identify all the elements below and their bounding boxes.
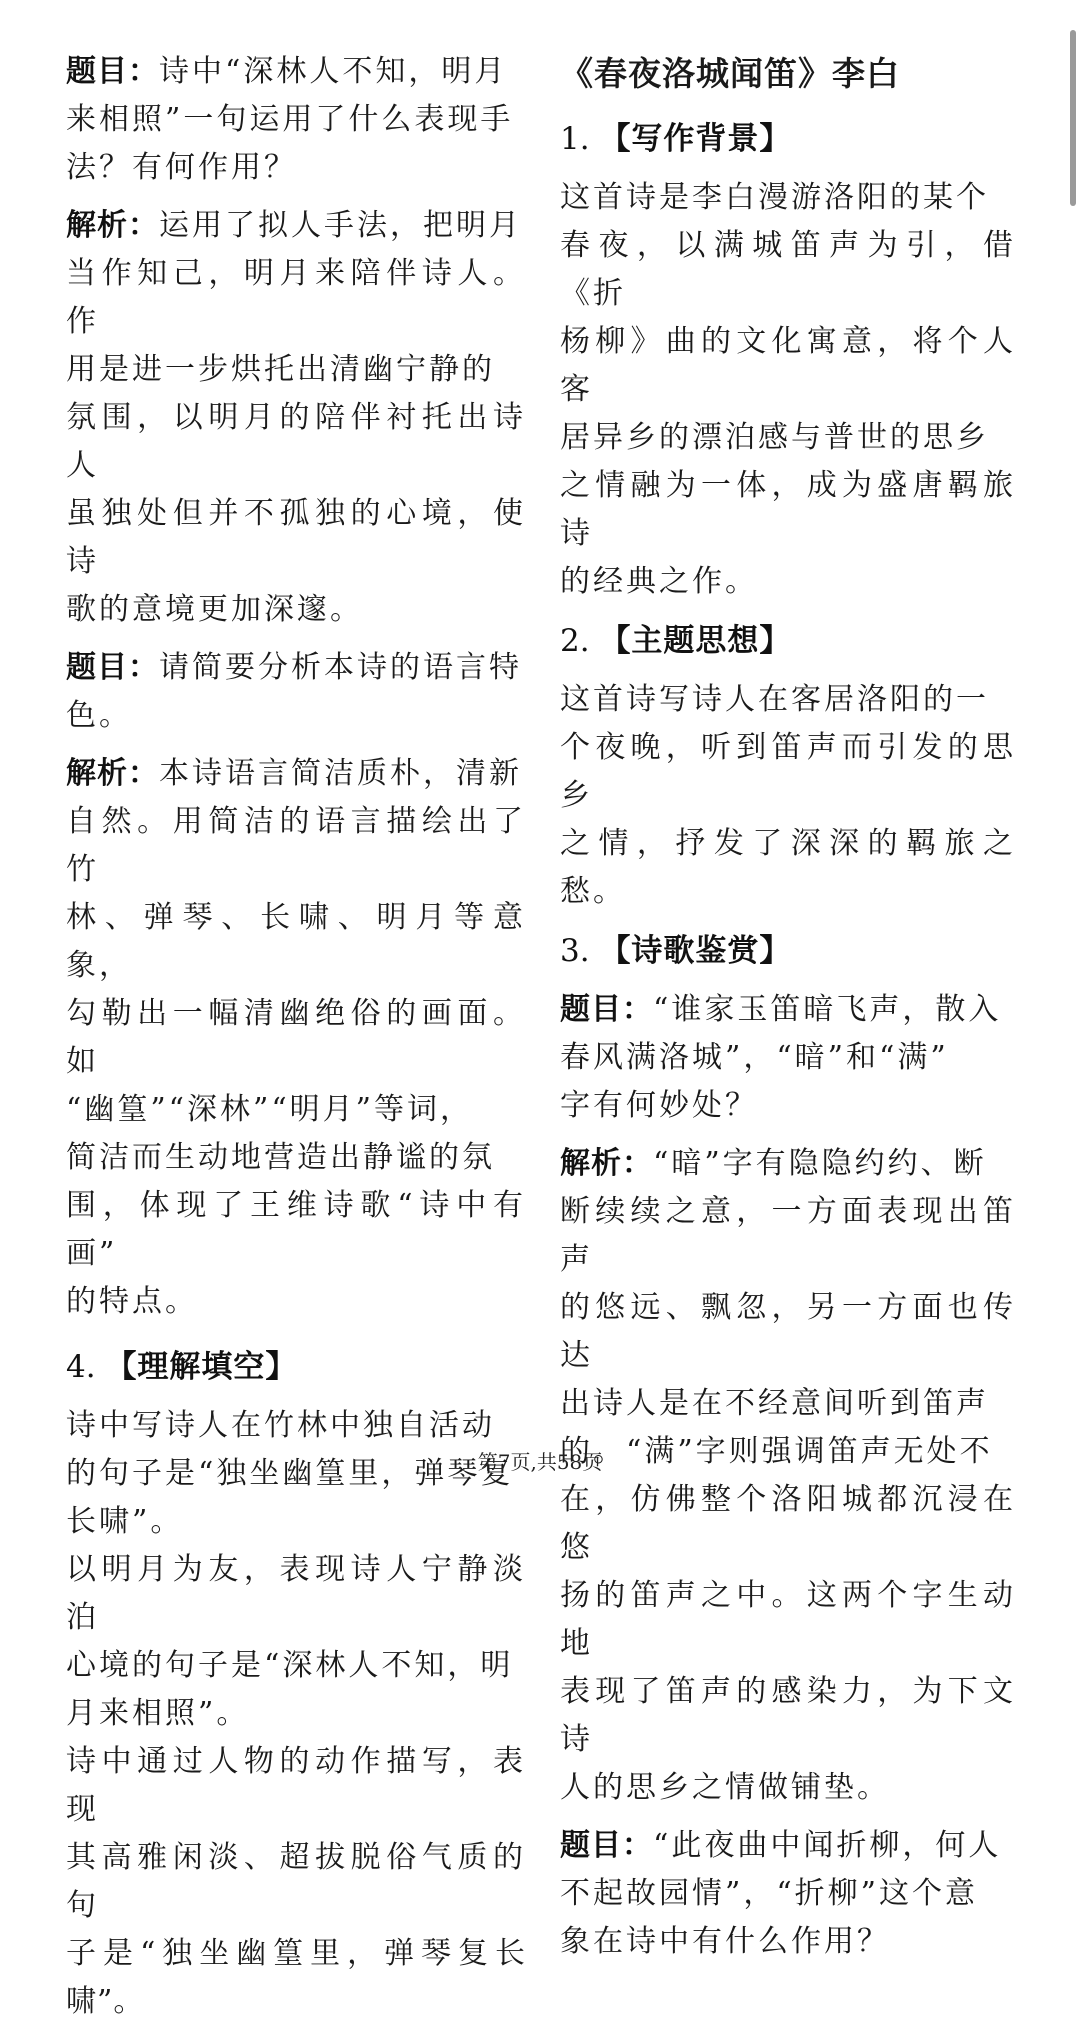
- analysis-label: 解析：: [66, 756, 159, 791]
- analysis-label: 解析：: [560, 1146, 653, 1181]
- text-line: 来相照”一句运用了什么表现手: [66, 102, 514, 137]
- section-number: 3.: [560, 933, 600, 969]
- text-line: 的经典之作。: [560, 564, 758, 599]
- text-line: 人的思乡之情做铺垫。: [560, 1770, 890, 1805]
- text-line: 诗中通过人物的动作描写，表现: [66, 1744, 526, 1827]
- text-line: 心境的句子是“深林人不知，明: [66, 1648, 514, 1683]
- page-number: 第7页,共58页: [477, 1450, 603, 1474]
- text-line: 当作知己，明月来陪伴诗人。作: [66, 256, 526, 339]
- text-line: 的。“满”字则强调笛声无处不: [560, 1434, 993, 1469]
- text-line: 色。: [66, 698, 132, 733]
- text-line: 杨柳》曲的文化寓意，将个人客: [560, 324, 1016, 407]
- text-line: 围，体现了王维诗歌“诗中有画”: [66, 1188, 526, 1271]
- text-line: 长啸”。: [66, 1504, 184, 1539]
- section-number: 4.: [66, 1349, 106, 1385]
- question-1: [66, 48, 526, 192]
- text-line: “暗”字有隐隐约约、断: [653, 1146, 987, 1181]
- text-line: 居异乡的漂泊感与普世的思乡: [560, 420, 989, 455]
- section-heading-background: [560, 114, 1016, 164]
- question-label: 题目：: [66, 54, 159, 89]
- section-title: 【诗歌鉴赏】: [599, 933, 792, 969]
- text-line: 虽独处但并不孤独的心境，使诗: [66, 496, 526, 579]
- text-line: 用是进一步烘托出清幽宁静的: [66, 352, 495, 387]
- question-4: [560, 1822, 1016, 1966]
- text-line: 其高雅闲淡、超拔脱俗气质的句: [66, 1840, 526, 1923]
- text-line: 的悠远、飘忽，另一方面也传达: [560, 1290, 1016, 1373]
- text-line: 以明月为友，表现诗人宁静淡泊: [66, 1552, 526, 1635]
- analysis-1: [66, 202, 526, 634]
- background-paragraph: [560, 174, 1016, 606]
- text-line: 月来相照”。: [66, 1696, 250, 1731]
- section-title: 【写作背景】: [599, 121, 792, 157]
- text-line: 林、弹琴、长啸、明月等意象，: [66, 900, 526, 983]
- section-heading-theme: [560, 616, 1016, 666]
- text-line: “此夜曲中闻折柳，何人: [653, 1828, 1002, 1863]
- text-line: 诗中“深林人不知，明月: [159, 54, 508, 89]
- section-title: 【理解填空】: [105, 1349, 298, 1385]
- scrollbar[interactable]: [1070, 30, 1076, 206]
- text-line: 这首诗写诗人在客居洛阳的一: [560, 682, 989, 717]
- question-label: 题目：: [66, 650, 159, 685]
- fill-in-paragraph-3: [66, 1738, 526, 2026]
- question-2: [66, 644, 526, 740]
- text-line: “幽篁”“深林”“明月”等词，: [66, 1092, 474, 1127]
- poem-title: 《春夜洛城闻笛》李白: [560, 54, 900, 93]
- text-line: 简洁而生动地营造出静谧的氛: [66, 1140, 495, 1175]
- text-line: 不起故园情”，“折柳”这个意: [560, 1876, 979, 1911]
- section-heading-appreciation: [560, 926, 1016, 976]
- section-title: 【主题思想】: [599, 623, 792, 659]
- section-heading-fill-in: [66, 1342, 526, 1392]
- text-line: “谁家玉笛暗飞声，散入: [653, 992, 1002, 1027]
- text-line: 这首诗是李白漫游洛阳的某个: [560, 180, 989, 215]
- text-line: 字有何妙处？: [560, 1088, 758, 1123]
- text-line: 出诗人是在不经意间听到笛声: [560, 1386, 989, 1421]
- text-line: 运用了拟人手法，把明月: [159, 208, 522, 243]
- right-column: [560, 48, 1016, 1966]
- text-line: 春夜，以满城笛声为引，借《折: [560, 228, 1016, 311]
- text-line: 断续续之意，一方面表现出笛声: [560, 1194, 1016, 1277]
- section-number: 2.: [560, 623, 600, 659]
- theme-paragraph: [560, 676, 1016, 916]
- question-label: 题目：: [560, 1828, 653, 1863]
- text-line: 在，仿佛整个洛阳城都沉浸在悠: [560, 1482, 1016, 1565]
- text-line: 的句子是“独坐幽篁里，弹琴复: [66, 1456, 514, 1491]
- text-line: 之情，抒发了深深的羁旅之愁。: [560, 826, 1016, 909]
- question-3: [560, 986, 1016, 1130]
- section-number: 1.: [560, 121, 600, 157]
- text-line: 子是“独坐幽篁里，弹琴复长啸”。: [66, 1936, 526, 2019]
- text-line: 法？有何作用？: [66, 150, 297, 185]
- left-column: [66, 48, 526, 2026]
- question-label: 题目：: [560, 992, 653, 1027]
- fill-in-paragraph-2: [66, 1546, 526, 1738]
- text-line: 表现了笛声的感染力，为下文诗: [560, 1674, 1016, 1757]
- text-line: 自然。用简洁的语言描绘出了竹: [66, 804, 526, 887]
- text-line: 诗中写诗人在竹林中独自活动: [66, 1408, 495, 1443]
- text-line: 个夜晚，听到笛声而引发的思乡: [560, 730, 1016, 813]
- text-line: 歌的意境更加深邃。: [66, 592, 363, 627]
- text-line: 勾勒出一幅清幽绝俗的画面。如: [66, 996, 526, 1079]
- analysis-label: 解析：: [66, 208, 159, 243]
- analysis-2: [66, 750, 526, 1326]
- text-line: 之情融为一体，成为盛唐羁旅诗: [560, 468, 1016, 551]
- text-line: 请简要分析本诗的语言特: [159, 650, 522, 685]
- text-line: 象在诗中有什么作用？: [560, 1924, 890, 1959]
- analysis-3: [560, 1140, 1016, 1812]
- text-line: 的特点。: [66, 1284, 198, 1319]
- text-line: 春风满洛城”，“暗”和“满”: [560, 1040, 949, 1075]
- text-line: 扬的笛声之中。这两个字生动地: [560, 1578, 1016, 1661]
- text-line: 本诗语言简洁质朴，清新: [159, 756, 522, 791]
- text-line: 氛围，以明月的陪伴衬托出诗人: [66, 400, 526, 483]
